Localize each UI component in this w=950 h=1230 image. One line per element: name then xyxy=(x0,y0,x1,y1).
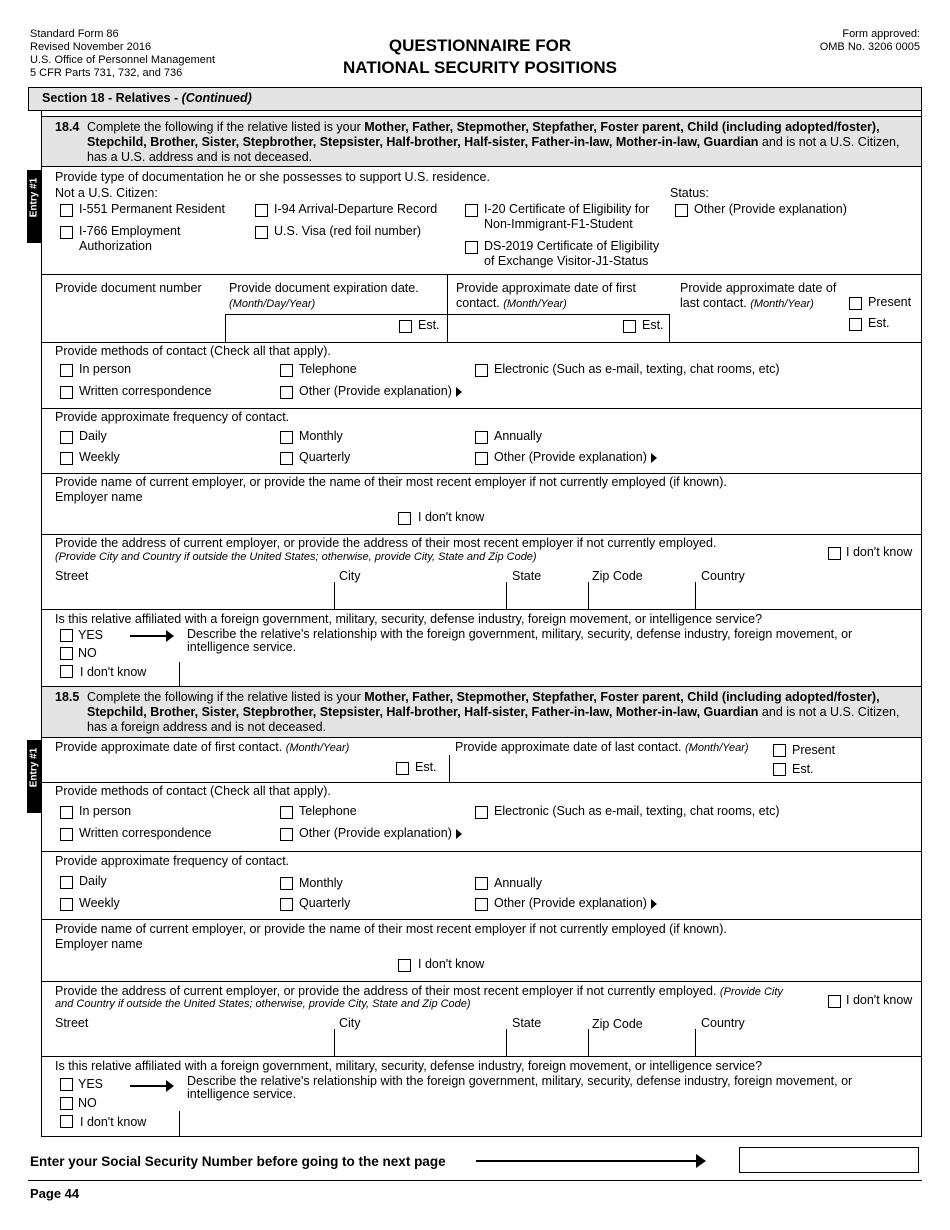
city-label: City xyxy=(339,569,361,583)
entry-tab-184: Entry #1 xyxy=(27,170,41,243)
visa-checkbox[interactable] xyxy=(255,226,268,239)
method-electronic-checkbox[interactable] xyxy=(475,364,488,377)
s185-freq-other-label: Other (Provide explanation) xyxy=(494,896,657,910)
first-contact-est-checkbox[interactable] xyxy=(623,320,636,333)
ds2019-label: DS-2019 Certificate of Eligibility of Exchange Visitor-J1-Status xyxy=(484,239,660,268)
arrow-right-icon xyxy=(651,453,657,463)
address-note: (Provide City and Country if outside the United States; otherwise, provide City, State and Zip Code) xyxy=(55,551,537,563)
s185-methods-question: Provide methods of contact (Check all that apply). xyxy=(55,784,331,798)
method-other-label: Other (Provide explanation) xyxy=(299,384,462,398)
employer-question: Provide name of current employer, or provide the name of their most recent employer if not currently employed (if known). xyxy=(55,475,727,489)
s185-freq-monthly-checkbox[interactable] xyxy=(280,877,293,890)
page-number: Page 44 xyxy=(30,1186,80,1201)
ssn-input[interactable] xyxy=(739,1147,919,1173)
s185-address-note: and Country if outside the United States; otherwise, provide City, State and Zip Code) xyxy=(55,998,471,1010)
s185-employer-dont-know-label: I don't know xyxy=(418,957,485,971)
s185-first-est-checkbox[interactable] xyxy=(396,762,409,775)
s185-method-written-label: Written correspondence xyxy=(79,826,212,840)
freq-other-checkbox[interactable] xyxy=(475,452,488,465)
s185-method-telephone-label: Telephone xyxy=(299,804,357,818)
omb-approval: Form approved: OMB No. 3206 0005 xyxy=(819,28,920,53)
s185-freq-question: Provide approximate frequency of contact. xyxy=(55,854,290,868)
s185-freq-weekly-label: Weekly xyxy=(79,896,120,910)
page-title: QUESTIONNAIRE FOR NATIONAL SECURITY POSITIONS xyxy=(343,36,617,77)
i766-label: I-766 Employment Authorization xyxy=(79,224,181,253)
s185-affil-yes-checkbox[interactable] xyxy=(60,1078,73,1091)
s185-method-in-person-label: In person xyxy=(79,804,132,818)
s185-affil-describe-label: Describe the relative's relationship with the foreign government, military, security, defense industry, foreign movement, or intelligence service. xyxy=(187,1074,853,1101)
present-label: Present xyxy=(868,295,912,309)
method-written-label: Written correspondence xyxy=(79,384,212,398)
freq-other-label: Other (Provide explanation) xyxy=(494,450,657,464)
s185-address-dont-know-checkbox[interactable] xyxy=(828,995,841,1008)
s185-city-label: City xyxy=(339,1016,361,1030)
s185-freq-quarterly-label: Quarterly xyxy=(299,896,351,910)
s185-affil-yes-label: YES xyxy=(78,1077,104,1091)
state-label: State xyxy=(512,569,542,583)
last-contact-est-label: Est. xyxy=(868,316,890,330)
affil-dont-know-checkbox[interactable] xyxy=(60,665,73,678)
doc-other-label: Other (Provide explanation) xyxy=(694,202,847,216)
s185-method-electronic-checkbox[interactable] xyxy=(475,806,488,819)
doc-exp-est-checkbox[interactable] xyxy=(399,320,412,333)
method-telephone-checkbox[interactable] xyxy=(280,364,293,377)
method-other-checkbox[interactable] xyxy=(280,386,293,399)
freq-annually-checkbox[interactable] xyxy=(475,431,488,444)
s185-employer-name-label: Employer name xyxy=(55,937,143,951)
s185-employer-dont-know-checkbox[interactable] xyxy=(398,959,411,972)
visa-label: U.S. Visa (red foil number) xyxy=(274,224,422,238)
s185-last-contact-label: Provide approximate date of last contact. (Month/Year) xyxy=(455,740,749,754)
address-question: Provide the address of current employer, or provide the address of their most recent employer if not currently employed. xyxy=(55,536,717,550)
s185-freq-quarterly-checkbox[interactable] xyxy=(280,898,293,911)
s185-freq-daily-checkbox[interactable] xyxy=(60,876,73,889)
affil-describe-label: Describe the relative's relationship with the foreign government, military, security, defense industry, foreign movement, or intelligence service. xyxy=(187,627,853,654)
last-contact-est-checkbox[interactable] xyxy=(849,318,862,331)
doc-type-question: Provide type of documentation he or she possesses to support U.S. residence. xyxy=(55,170,490,184)
doc-other-checkbox[interactable] xyxy=(675,204,688,217)
employer-name-label: Employer name xyxy=(55,490,143,504)
doc-exp-est-label: Est. xyxy=(418,318,440,332)
s185-freq-annually-label: Annually xyxy=(494,876,542,890)
freq-quarterly-checkbox[interactable] xyxy=(280,452,293,465)
s185-address-question: Provide the address of current employer, or provide the address of their most recent employer if not currently employed. (Provide City xyxy=(55,984,783,998)
s185-intro: Complete the following if the relative listed is your Mother, Father, Stepmother, Stepfather, Foster parent, Child (including adopted/foster), Stepchild, Brother, Sister, Stepbrother, Stepsister, Half-brother, Half-sister, Father-in-law, Mother-in-law, Guardian and is not a U.S. Citizen, has a foreign address and is not deceased. xyxy=(87,690,900,734)
doc-number-label: Provide document number xyxy=(55,281,202,295)
s185-freq-daily-label: Daily xyxy=(79,874,107,888)
method-in-person-label: In person xyxy=(79,362,132,376)
s185-affil-dont-know-checkbox[interactable] xyxy=(60,1115,73,1128)
i94-label: I-94 Arrival-Departure Record xyxy=(274,202,438,216)
s185-present-label: Present xyxy=(792,743,836,757)
freq-weekly-checkbox[interactable] xyxy=(60,452,73,465)
i551-label: I-551 Permanent Resident xyxy=(79,202,225,216)
s185-state-label: State xyxy=(512,1016,542,1030)
affiliation-question: Is this relative affiliated with a foreign government, military, security, defense industry, foreign movement, or intelligence service? xyxy=(55,612,763,626)
street-label: Street xyxy=(55,569,89,583)
s185-last-est-checkbox[interactable] xyxy=(773,763,786,776)
s185-affil-no-checkbox[interactable] xyxy=(60,1097,73,1110)
address-dont-know-checkbox[interactable] xyxy=(828,547,841,560)
s185-first-est-label: Est. xyxy=(415,760,437,774)
arrow-right-icon xyxy=(651,899,657,909)
affil-yes-checkbox[interactable] xyxy=(60,629,73,642)
s185-method-written-checkbox[interactable] xyxy=(60,828,73,841)
methods-question: Provide methods of contact (Check all that apply). xyxy=(55,344,331,358)
s184-number: 18.4 xyxy=(55,120,80,134)
s185-freq-monthly-label: Monthly xyxy=(299,876,343,890)
s185-method-electronic-label: Electronic (Such as e-mail, texting, chat rooms, etc) xyxy=(494,804,780,818)
arrow-right-icon xyxy=(130,1085,166,1087)
s185-freq-annually-checkbox[interactable] xyxy=(475,877,488,890)
country-label: Country xyxy=(701,569,745,583)
section-title: Section 18 - Relatives - (Continued) xyxy=(42,91,252,105)
freq-monthly-checkbox[interactable] xyxy=(280,431,293,444)
first-contact-label: Provide approximate date of first contact. (Month/Year) xyxy=(456,281,636,310)
affil-dont-know-label: I don't know xyxy=(80,665,147,679)
i20-checkbox[interactable] xyxy=(465,204,478,217)
s185-zip-label: Zip Code xyxy=(592,1017,643,1031)
first-contact-est-label: Est. xyxy=(642,318,664,332)
s185-number: 18.5 xyxy=(55,690,80,704)
affil-no-label: NO xyxy=(78,646,97,660)
s184-intro: Complete the following if the relative listed is your Mother, Father, Stepmother, Stepfather, Foster parent, Child (including adopted/foster), Stepchild, Brother, Sister, Stepbrother, Stepsister, Half-brother, Half-sister, Father-in-law, Mother-in-law, Guardian and is not a U.S. Citizen, has a U.S. address and is not deceased. xyxy=(87,120,900,164)
freq-question: Provide approximate frequency of contact. xyxy=(55,410,290,424)
method-telephone-label: Telephone xyxy=(299,362,357,376)
method-in-person-checkbox[interactable] xyxy=(60,364,73,377)
doc-exp-label: Provide document expiration date. (Month/Day/Year) xyxy=(229,281,419,310)
s185-affiliation-question: Is this relative affiliated with a foreign government, military, security, defense industry, foreign movement, or intelligence service? xyxy=(55,1059,763,1073)
ssn-prompt: Enter your Social Security Number before going to the next page xyxy=(30,1154,446,1169)
s185-country-label: Country xyxy=(701,1016,745,1030)
form-identification: Standard Form 86 Revised November 2016 U.S. Office of Personnel Management 5 CFR Parts 731, 732, and 736 xyxy=(30,28,216,79)
s185-affil-dont-know-label: I don't know xyxy=(80,1115,147,1129)
method-electronic-label: Electronic (Such as e-mail, texting, chat rooms, etc) xyxy=(494,362,780,376)
i551-checkbox[interactable] xyxy=(60,204,73,217)
arrow-right-icon xyxy=(456,829,462,839)
freq-weekly-label: Weekly xyxy=(79,450,120,464)
freq-daily-label: Daily xyxy=(79,429,107,443)
arrow-right-icon xyxy=(130,635,166,637)
i20-label: I-20 Certificate of Eligibility for Non-Immigrant-F1-Student xyxy=(484,202,650,231)
freq-monthly-label: Monthly xyxy=(299,429,343,443)
method-written-checkbox[interactable] xyxy=(60,386,73,399)
s185-first-contact-label: Provide approximate date of first contact. (Month/Year) xyxy=(55,740,350,754)
arrow-right-icon xyxy=(476,1160,696,1162)
address-dont-know-label: I don't know xyxy=(846,545,913,559)
s185-method-telephone-checkbox[interactable] xyxy=(280,806,293,819)
last-contact-present-checkbox[interactable] xyxy=(849,297,862,310)
entry-tab-185: Entry #1 xyxy=(27,740,41,813)
s185-method-in-person-checkbox[interactable] xyxy=(60,806,73,819)
s185-last-est-label: Est. xyxy=(792,762,814,776)
zip-label: Zip Code xyxy=(592,569,643,583)
s185-method-other-label: Other (Provide explanation) xyxy=(299,826,462,840)
affil-yes-label: YES xyxy=(78,628,104,642)
s185-affil-no-label: NO xyxy=(78,1096,97,1110)
not-citizen-label: Not a U.S. Citizen: xyxy=(55,186,158,200)
freq-quarterly-label: Quarterly xyxy=(299,450,351,464)
s185-address-dont-know-label: I don't know xyxy=(846,993,913,1007)
s185-employer-question: Provide name of current employer, or provide the name of their most recent employer if not currently employed (if known). xyxy=(55,922,727,936)
arrow-right-icon xyxy=(456,387,462,397)
status-label: Status: xyxy=(670,186,709,200)
s185-street-label: Street xyxy=(55,1016,89,1030)
i94-checkbox[interactable] xyxy=(255,204,268,217)
s185-method-other-checkbox[interactable] xyxy=(280,828,293,841)
s185-freq-weekly-checkbox[interactable] xyxy=(60,898,73,911)
i766-checkbox[interactable] xyxy=(60,226,73,239)
employer-dont-know-checkbox[interactable] xyxy=(398,512,411,525)
s185-present-checkbox[interactable] xyxy=(773,744,786,757)
ds2019-checkbox[interactable] xyxy=(465,241,478,254)
employer-dont-know-label: I don't know xyxy=(418,510,485,524)
s185-freq-other-checkbox[interactable] xyxy=(475,898,488,911)
last-contact-label: Provide approximate date of last contact. (Month/Year) xyxy=(680,281,837,310)
freq-daily-checkbox[interactable] xyxy=(60,431,73,444)
affil-no-checkbox[interactable] xyxy=(60,647,73,660)
freq-annually-label: Annually xyxy=(494,429,542,443)
